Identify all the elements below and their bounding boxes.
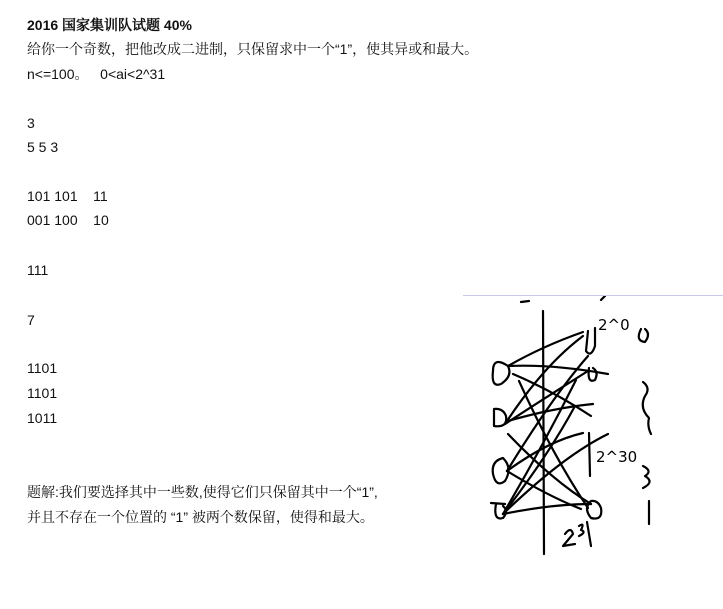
left-node — [493, 362, 510, 385]
example-row: 1101 — [27, 360, 58, 376]
graph-edge — [505, 371, 588, 424]
handwritten-bipartite-graph-sketch — [463, 295, 723, 561]
label-0 — [639, 329, 648, 342]
right-node — [586, 328, 595, 354]
solution-line-2: 并且不存在一个位置的 “1” 被两个数保留，使得和最大。 — [27, 509, 374, 525]
result-value: 7 — [27, 312, 35, 328]
example-row: 1101 — [27, 385, 58, 401]
binary-row-1: 101 101 11 — [27, 188, 108, 204]
stray-pen-marks — [521, 296, 605, 302]
label-2-superscript-31-exponent — [579, 522, 591, 546]
graph-drawing — [463, 296, 723, 561]
graph-edge — [508, 332, 583, 366]
example-input: 5 5 3 — [27, 139, 59, 155]
problem-statement: 给你一个奇数，把他改成二进制，只保留求中一个“1”，使其异或和最大。 — [27, 41, 479, 57]
graph-edge — [503, 380, 576, 514]
example-n: 3 — [27, 115, 35, 131]
label-2-superscript-0: 2^0 — [598, 316, 630, 334]
graph-edge — [503, 504, 591, 514]
solution-line-1: 题解:我们要选择其中一些数,使得它们只保留其中一个“1”, — [27, 484, 378, 500]
right-node-dashed — [589, 433, 590, 476]
constraints: n<=100。 0<ai<2^31 — [27, 66, 166, 82]
binary-row-2: 001 100 10 — [27, 212, 109, 228]
result-binary: 111 — [27, 262, 49, 278]
label-3 — [643, 466, 650, 488]
label-2-superscript-30: 2^30 — [596, 448, 638, 466]
page-title: 2016 国家集训队试题 40% — [27, 17, 192, 33]
label-2-superscript-31 — [563, 530, 575, 546]
brace-label — [643, 382, 651, 434]
example-row: 1011 — [27, 410, 58, 426]
